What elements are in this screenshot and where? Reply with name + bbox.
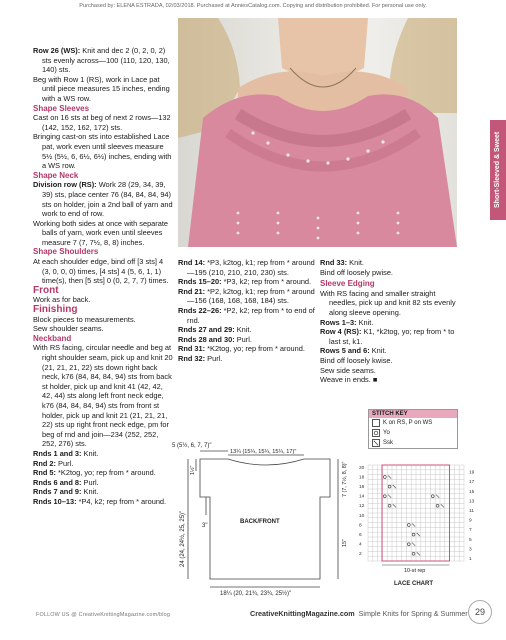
rnd-32 bbox=[178, 354, 315, 364]
rnds-28-30-text: Purl. bbox=[234, 334, 252, 344]
neckband-heading: Neckband bbox=[33, 333, 72, 343]
rnds-28-30-label: Rnds 28 and 30: bbox=[178, 334, 235, 344]
chart-row-5: 5 bbox=[469, 537, 472, 543]
stitch-key-yo-label: Yo bbox=[383, 430, 390, 436]
front-heading: Front bbox=[33, 284, 59, 296]
rnd-14 bbox=[178, 258, 315, 277]
rnds-7-9-label: Rnds 7 and 9: bbox=[33, 487, 82, 497]
rnd-31 bbox=[178, 344, 315, 354]
chart-row-9: 9 bbox=[469, 518, 472, 524]
stitch-key-knit bbox=[369, 418, 457, 428]
rows-5-6-label: Rows 5 and 6: bbox=[320, 346, 370, 356]
backslash-square-icon bbox=[372, 439, 380, 447]
ssk-symbol bbox=[393, 485, 396, 488]
weave-in-ends: Weave in ends. ■ bbox=[320, 375, 378, 385]
chart-row-20: 20 bbox=[359, 465, 365, 471]
sweater-photo bbox=[178, 18, 457, 247]
rnds-22-26-label: Rnds 22–26: bbox=[178, 305, 222, 315]
rnds-28-30 bbox=[178, 335, 315, 345]
stitch-key-knit-label: K on RS, P on WS bbox=[383, 420, 433, 426]
chart-row-18: 18 bbox=[359, 475, 365, 481]
ssk-symbol bbox=[393, 504, 396, 507]
chart-row-10: 10 bbox=[359, 513, 365, 519]
schematic-top-width: 5 (5½, 6, 7, 7)" bbox=[172, 443, 212, 449]
row26-instruction bbox=[33, 46, 173, 75]
ssk-symbol bbox=[441, 504, 444, 507]
schematic-center-label: BACK/FRONT bbox=[240, 519, 280, 525]
schematic-cast-on: 3" bbox=[202, 523, 208, 529]
garment-schematic bbox=[170, 437, 360, 597]
schematic-length: 24 (24, 24½, 25, 25)" bbox=[180, 510, 186, 567]
rnds-7-9-text: Knit. bbox=[81, 487, 99, 497]
blank-square-icon bbox=[372, 419, 380, 427]
rnd-5-label: Rnd 5: bbox=[33, 468, 56, 478]
sew-side-seams: Sew side seams. bbox=[320, 365, 376, 375]
rnds-22-26 bbox=[178, 306, 315, 325]
rows-1-3 bbox=[320, 318, 460, 328]
yo-symbol bbox=[388, 504, 391, 507]
schematic-bottom-width: 18¼ (20, 21¾, 23¾, 25½)" bbox=[220, 591, 292, 597]
shape-sleeves-heading: Shape Sleeves bbox=[33, 103, 90, 113]
rnds-10-13-label: Rnds 10–13: bbox=[33, 496, 77, 506]
rnds-15-20-text: *P3, k2; rep from * around. bbox=[221, 277, 312, 287]
stitch-key-title: STITCH KEY bbox=[369, 410, 457, 418]
division-row bbox=[33, 180, 173, 218]
yo-symbol bbox=[388, 485, 391, 488]
chart-row-8: 8 bbox=[359, 523, 362, 529]
purchase-banner: Purchased by: ELENA ESTRADA, 02/03/2018. Purchased at AnniesCatalog.com. Copying and distribution prohibited. For personal use only. bbox=[79, 3, 427, 9]
chart-row-15: 15 bbox=[469, 489, 475, 495]
chart-row-1: 1 bbox=[469, 557, 472, 562]
rnds-22-26-text: *P2, k2; rep from * to end of rnd. bbox=[187, 305, 315, 325]
rnd-32-text: Purl. bbox=[205, 353, 223, 363]
shape-neck-heading: Shape Neck bbox=[33, 170, 79, 180]
rnds-15-20 bbox=[178, 277, 315, 287]
rnd-33-label: Rnd 33: bbox=[320, 258, 348, 267]
lace-chart-title: LACE CHART bbox=[394, 581, 433, 587]
stitch-key-ssk bbox=[369, 438, 457, 448]
lace-chart bbox=[356, 459, 476, 587]
rnds-27-29-label: Rnds 27 and 29: bbox=[178, 325, 235, 335]
chart-row-17: 17 bbox=[469, 480, 475, 486]
rnd-2 bbox=[33, 459, 173, 469]
rnd-21 bbox=[178, 287, 315, 306]
footer-site: CreativeKnittingMagazine.com bbox=[250, 609, 355, 618]
yo-symbol bbox=[412, 533, 415, 536]
rnd-21-label: Rnd 21: bbox=[178, 286, 206, 296]
schematic-side: 15" bbox=[342, 539, 348, 547]
row26-text: Knit and dec 2 (0, 2, 0, 2) sts evenly across—100 (110, 120, 130, 140) sts. bbox=[42, 46, 170, 75]
ssk-symbol bbox=[388, 495, 391, 498]
yo-symbol bbox=[436, 504, 439, 507]
rnd-31-text: *K2tog, yo; rep from * around. bbox=[205, 344, 305, 354]
chart-row-14: 14 bbox=[359, 494, 365, 500]
footer-follow: FOLLOW US @ CreativeKnittingMagazine.com/blog bbox=[36, 612, 171, 618]
schematic-sleeve-depth: 7 (7, 7½, 8, 8)" bbox=[342, 461, 348, 497]
division-text: Work 28 (29, 34, 39, 39) sts, place center 76 (84, 84, 84, 94) sts on holder, join a 2nd ball of yarn and work to end of row. bbox=[42, 180, 173, 219]
rnds-27-29 bbox=[178, 325, 315, 335]
chart-row-12: 12 bbox=[359, 504, 365, 510]
rnds-15-20-label: Rnds 15–20: bbox=[178, 277, 222, 287]
yo-symbol bbox=[383, 476, 386, 479]
chart-row-19: 19 bbox=[469, 470, 475, 476]
column-2 bbox=[178, 258, 315, 364]
stitch-key-ssk-label: Ssk bbox=[383, 440, 394, 446]
stitch-key-yo bbox=[369, 428, 457, 438]
chart-row-6: 6 bbox=[359, 533, 362, 538]
chart-row-11: 11 bbox=[469, 509, 474, 514]
rnds-1-3-text: Knit. bbox=[81, 448, 99, 458]
row26-label: Row 26 (WS): bbox=[33, 46, 81, 55]
footer-title: Simple Knits for Spring & Summer bbox=[358, 609, 468, 618]
row-4-text: K1, *k2tog, yo; rep from * to last st, k1. bbox=[329, 327, 455, 346]
sleeve-edging-heading: Sleeve Edging bbox=[320, 279, 375, 289]
rnd-32-label: Rnd 32: bbox=[178, 353, 206, 363]
bind-off-pwise: Bind off loosely pwise. bbox=[320, 267, 393, 277]
rnds-7-9 bbox=[33, 487, 173, 497]
sleeves-step-2: Bringing cast-on sts into established Lace pat, work even until sleeves measure 5½ (5½, 6, 6½, 6½) inches, ending with a WS row. bbox=[33, 132, 172, 171]
stitch-key bbox=[368, 409, 458, 449]
rnds-10-13 bbox=[33, 497, 173, 507]
sleeve-edging-step-1: With RS facing and smaller straight needles, pick up and knit 82 sts evenly along sleeve opening. bbox=[320, 288, 456, 317]
neckband-text: With RS facing, circular needle and beg at right shoulder seam, pick up and knit 20 (21, 21, 21, 22) sts down right back neck, k76 (84, 84, 84, 94) sts from back st holder, pick up and knit 41 (42, 42, 42, 44) sts along left front neck edge, k76 (84, 84, 84, 94) sts from front st holder, pick up and knit 21 (21, 21, 21, 22) sts up right front neck edge, pm for beg of rnd and join—234 (252, 252, 252, 276) sts. bbox=[33, 343, 173, 449]
neck-step-2: Working both sides at once with separate balls of yarn, work even until sleeves measure 7 (7, 7½, 8, 8) inches. bbox=[33, 218, 169, 247]
ssk-symbol bbox=[412, 523, 415, 526]
yo-symbol bbox=[412, 552, 415, 555]
shoulders-step-1: At each shoulder edge, bind off [3 sts] 4 (3, 0, 0, 0) times, [4 sts] 4 (5, 6, 1, 1) time(s), then [5 sts] 0 (0, 2, 7, 7) times. bbox=[33, 257, 169, 286]
bind-off-kwise: Bind off loosely kwise. bbox=[320, 355, 393, 365]
ssk-symbol bbox=[417, 533, 420, 536]
chart-row-7: 7 bbox=[469, 528, 472, 534]
yo-symbol bbox=[407, 524, 410, 527]
division-label: Division row (RS): bbox=[33, 180, 97, 190]
rnd-5-text: *K2tog, yo; rep from * around. bbox=[56, 468, 156, 478]
rnds-10-13-text: *P4, k2; rep from * around. bbox=[76, 496, 167, 506]
chart-row-2: 2 bbox=[359, 552, 362, 558]
row-4 bbox=[320, 327, 460, 346]
ssk-symbol bbox=[417, 552, 420, 555]
rnd-5 bbox=[33, 468, 173, 478]
rnds-27-29-text: Knit. bbox=[234, 325, 252, 335]
finishing-step-2: Sew shoulder seams. bbox=[33, 324, 104, 334]
rnd-14-text: *P3, k2tog, k1; rep from * around—195 (210, 210, 210, 230) sts. bbox=[187, 258, 315, 277]
rnds-1-3 bbox=[33, 449, 173, 459]
repeat-label: 10-st rep bbox=[404, 568, 426, 574]
rnds-6-8 bbox=[33, 478, 173, 488]
rnd-31-label: Rnd 31: bbox=[178, 344, 206, 354]
chart-row-3: 3 bbox=[469, 547, 472, 553]
footer-right bbox=[250, 609, 468, 618]
ssk-symbol bbox=[436, 495, 439, 498]
rows-5-6-text: Knit. bbox=[369, 346, 387, 356]
shape-shoulders-heading: Shape Shoulders bbox=[33, 247, 99, 257]
rnd-33-text: Knit. bbox=[347, 258, 364, 267]
rnds-1-3-label: Rnds 1 and 3: bbox=[33, 448, 82, 458]
rnds-6-8-label: Rnds 6 and 8: bbox=[33, 477, 82, 487]
model-illustration bbox=[178, 18, 457, 247]
yo-symbol bbox=[383, 495, 386, 498]
rows-5-6 bbox=[320, 346, 460, 356]
schematic-neck-depth: 1½" bbox=[190, 465, 196, 475]
rnds-6-8-text: Purl. bbox=[81, 477, 99, 487]
schematic-neck-width: 13¼ (15¼, 15¼, 15¼, 17)" bbox=[230, 449, 297, 455]
rnd-2-label: Rnd 2: bbox=[33, 458, 56, 468]
rnd-2-text: Purl. bbox=[56, 458, 74, 468]
rows-1-3-label: Rows 1–3: bbox=[320, 317, 357, 327]
rnd-33 bbox=[320, 258, 460, 268]
yo-symbol bbox=[407, 543, 410, 546]
column-3 bbox=[320, 258, 460, 385]
column-1 bbox=[33, 46, 173, 507]
ssk-symbol bbox=[388, 475, 391, 478]
rnd-14-label: Rnd 14: bbox=[178, 258, 206, 267]
rows-1-3-text: Knit. bbox=[356, 317, 374, 327]
page-number: 29 bbox=[468, 600, 492, 624]
yo-symbol bbox=[431, 495, 434, 498]
circle-square-icon bbox=[372, 429, 380, 437]
rnd-21-text: *P2, k2tog, k1; rep from * around—156 (168, 168, 168, 184) sts. bbox=[187, 286, 315, 306]
chart-row-13: 13 bbox=[469, 499, 475, 505]
chart-row-4: 4 bbox=[359, 542, 362, 548]
sleeves-step-1: Cast on 16 sts at beg of next 2 rows—132 (142, 152, 162, 172) sts. bbox=[33, 113, 171, 132]
finishing-heading: Finishing bbox=[33, 304, 78, 316]
front-text: Work as for back. bbox=[33, 295, 91, 305]
ssk-symbol bbox=[412, 543, 415, 546]
chart-row-16: 16 bbox=[359, 485, 365, 490]
section-tab: Short-Sleeved & Sweet bbox=[490, 120, 506, 220]
beg-row1-instruction: Beg with Row 1 (RS), work in Lace pat until piece measures 15 inches, ending with a WS row. bbox=[33, 74, 170, 103]
finishing-step-1: Block pieces to measurements. bbox=[33, 314, 136, 324]
row-4-label: Row 4 (RS): bbox=[320, 327, 362, 337]
